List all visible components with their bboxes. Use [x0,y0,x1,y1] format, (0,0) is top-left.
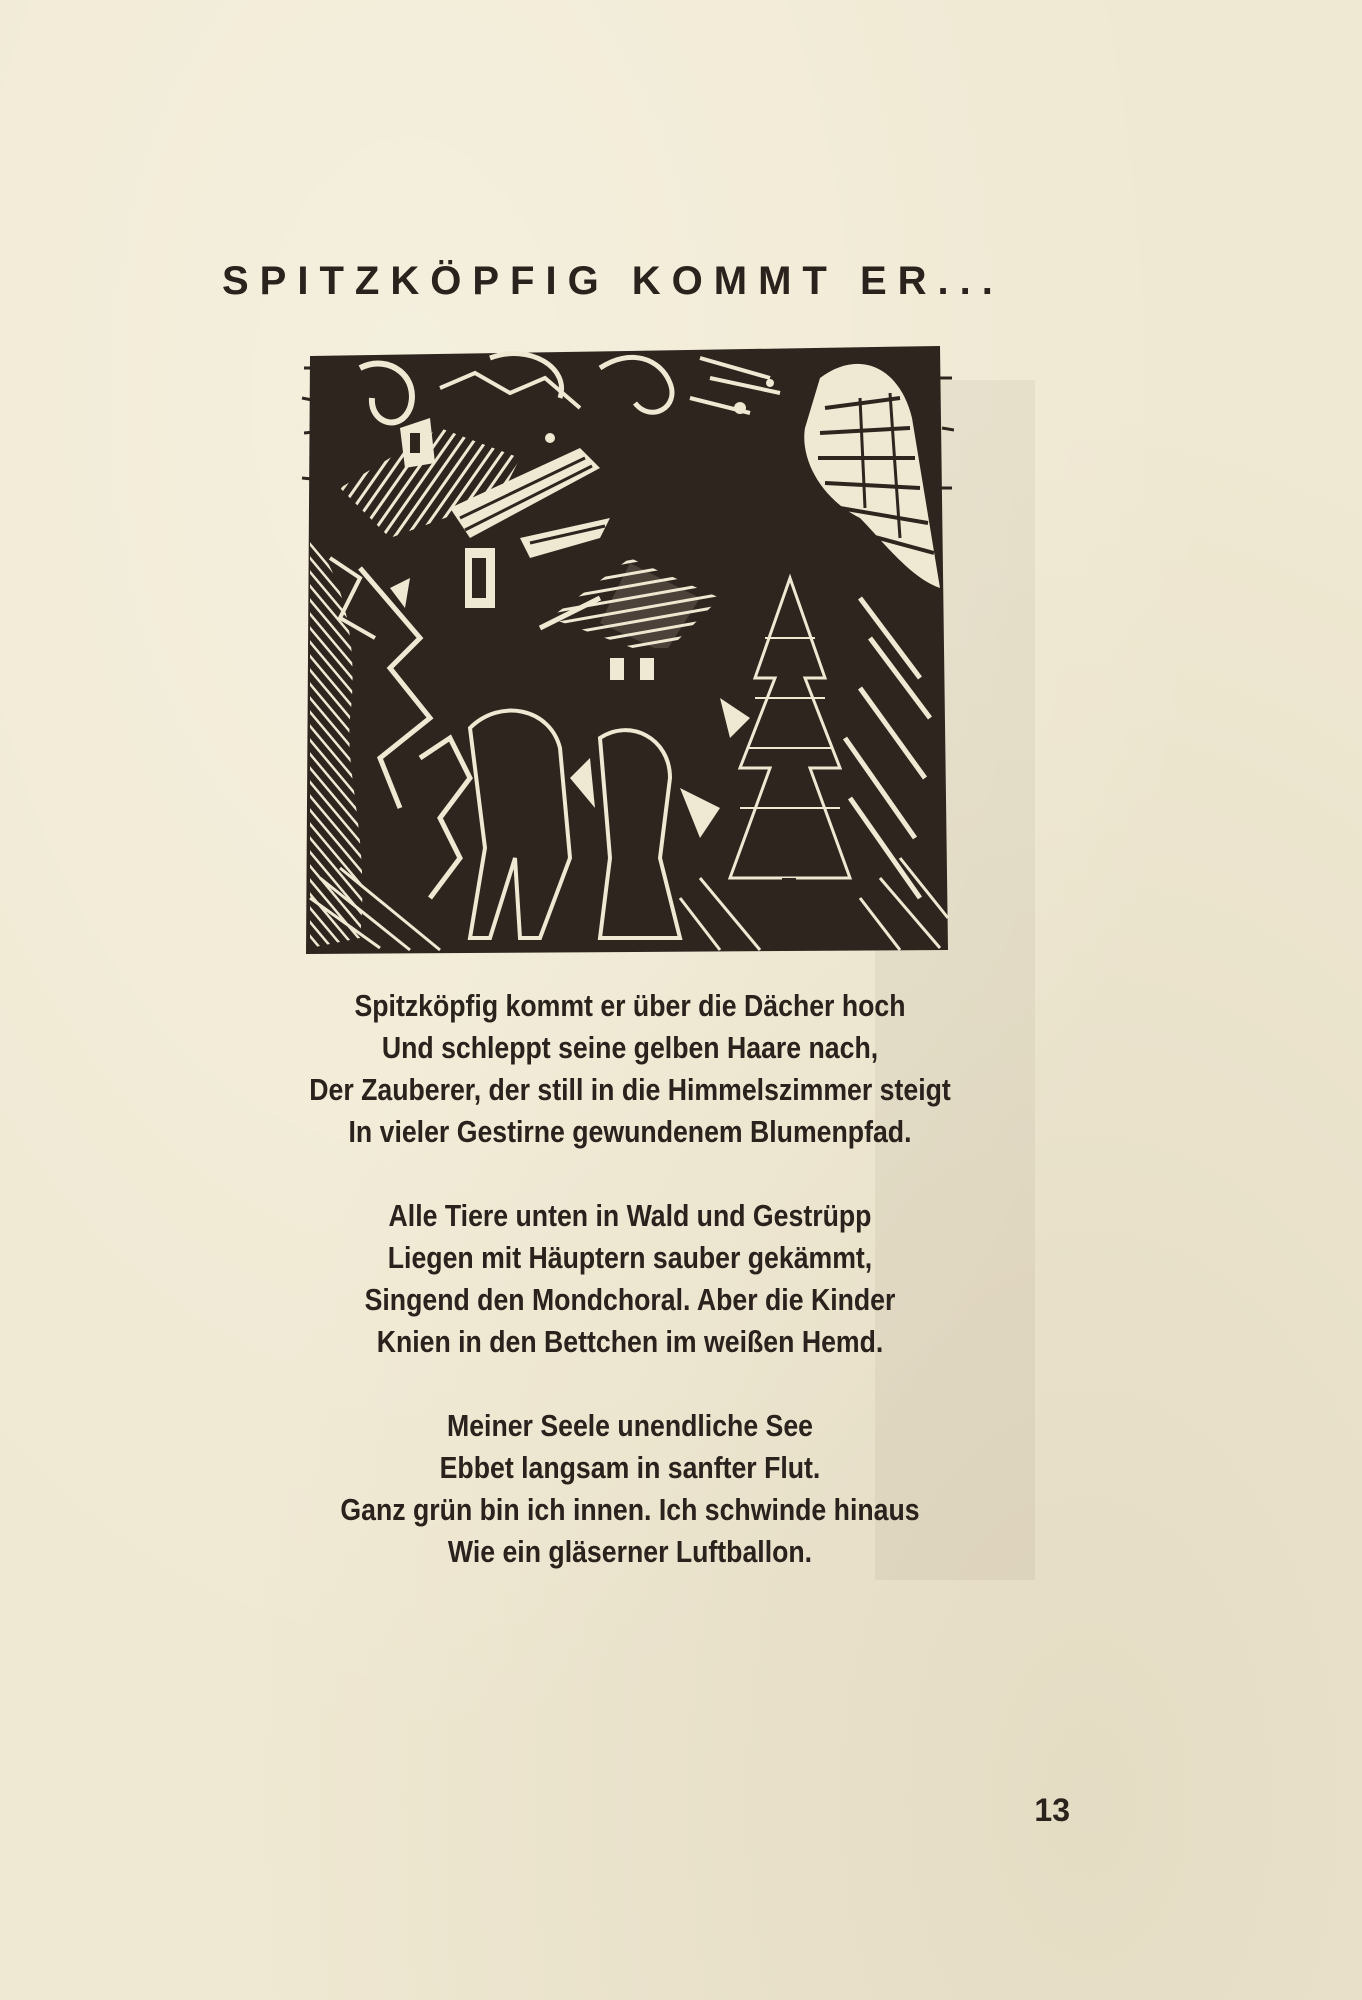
page-number: 13 [1034,1792,1070,1828]
stanza-3 [217,1405,1043,1573]
poem-line: Meiner Seele unendliche See [447,1408,813,1443]
poem-line: Der Zauberer, der still in die Himmelszimmer steigt [309,1072,951,1107]
woodcut-village-night-icon [300,338,954,958]
poem-line: In vieler Gestirne gewundenem Blumenpfad. [348,1114,912,1149]
poem-title: SPITZKÖPFIG KOMMT ER... [222,259,1004,303]
poem-line: Und schleppt seine gelben Haare nach, [381,1030,879,1065]
poem-line: Wie ein gläserner Luftballon. [447,1534,813,1569]
poem-body [217,985,1043,1615]
stanza-2 [217,1195,1043,1363]
poem-line: Ganz grün bin ich innen. Ich schwinde hinaus [340,1492,920,1527]
poem-line: Alle Tiere unten in Wald und Gestrüpp [388,1198,872,1233]
poem-line: Singend den Mondchoral. Aber die Kinder [364,1282,896,1317]
woodcut-illustration [300,338,954,958]
poem-line: Spitzköpfig kommt er über die Dächer hoch [354,988,906,1023]
poem-line: Knien in den Bettchen im weißen Hemd. [376,1324,884,1359]
stanza-1 [217,985,1043,1153]
poem-line: Ebbet langsam in sanfter Flut. [439,1450,821,1485]
poem-line: Liegen mit Häuptern sauber gekämmt, [387,1240,873,1275]
